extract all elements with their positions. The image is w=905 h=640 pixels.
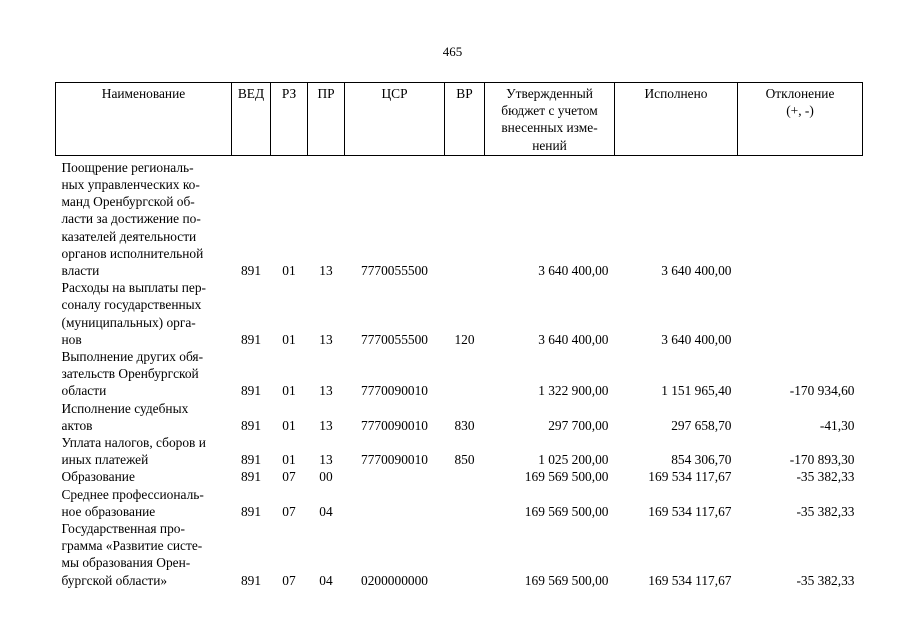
cell-executed: 169 534 117,67 [648, 503, 732, 519]
cell-csr [345, 486, 445, 520]
cell-name-line: власти [61, 263, 100, 279]
cell-name-line: Образование [61, 469, 135, 485]
cell-name-line: Государственная про- [61, 521, 185, 537]
cell-name-line: зательств Оренбургской [61, 366, 199, 382]
cell-name-line: бургской области» [61, 572, 168, 588]
table-row [56, 520, 863, 589]
cell-ved: 891 [240, 503, 262, 519]
cell-rz: 01 [282, 263, 296, 279]
cell-pr: 13 [319, 331, 333, 347]
cell-rz: 07 [282, 572, 296, 588]
cell-name-line: нов [61, 331, 82, 347]
cell-name-line: ласти за достижение по- [61, 211, 201, 227]
cell-name-line: области [61, 383, 107, 399]
header-rz: РЗ [271, 83, 308, 156]
cell-ved: 891 [240, 452, 262, 468]
cell-executed: 3 640 400,00 [661, 263, 732, 279]
cell-approved: 169 569 500,00 [524, 503, 609, 519]
cell-name [56, 400, 232, 434]
header-name: Наименование [56, 83, 232, 156]
cell-executed: 3 640 400,00 [661, 331, 732, 347]
cell-name [56, 348, 232, 400]
cell-vr [445, 155, 485, 279]
cell-pr: 13 [319, 417, 333, 433]
header-ved: ВЕД [232, 83, 271, 156]
cell-name-line: соналу государственных [61, 297, 202, 313]
header-deviation-line: (+, -) [786, 103, 814, 119]
cell-name [56, 434, 232, 468]
cell-csr: 7770055500 [361, 263, 428, 279]
cell-csr: 7770090010 [361, 417, 428, 433]
cell-rz: 07 [282, 503, 296, 519]
cell-deviation: -170 893,30 [789, 452, 855, 468]
cell-name [56, 155, 232, 279]
cell-name-line: ных управленческих ко- [61, 177, 200, 193]
cell-name-line: Исполнение судебных [61, 400, 189, 416]
cell-deviation [738, 279, 863, 348]
cell-ved: 891 [240, 469, 262, 485]
cell-pr: 00 [319, 469, 333, 485]
cell-rz: 01 [282, 331, 296, 347]
cell-approved: 3 640 400,00 [538, 263, 609, 279]
cell-executed: 297 658,70 [671, 417, 732, 433]
table-row [56, 348, 863, 400]
cell-deviation: -35 382,33 [796, 572, 855, 588]
cell-approved: 169 569 500,00 [524, 572, 609, 588]
cell-vr [445, 520, 485, 589]
cell-name-line: Выполнение других обя- [61, 349, 204, 365]
cell-approved: 169 569 500,00 [524, 469, 609, 485]
cell-rz: 01 [282, 383, 296, 399]
cell-csr [345, 468, 445, 485]
cell-deviation [738, 155, 863, 279]
cell-executed: 169 534 117,67 [648, 469, 732, 485]
cell-name [56, 468, 232, 485]
cell-rz: 01 [282, 417, 296, 433]
cell-pr: 04 [319, 572, 333, 588]
table-body [56, 155, 863, 589]
cell-deviation: -35 382,33 [796, 503, 855, 519]
table-header [56, 83, 863, 156]
header-executed: Исполнено [615, 83, 738, 156]
cell-pr: 04 [319, 503, 333, 519]
cell-name-line: казателей деятельности [61, 228, 197, 244]
cell-vr [445, 486, 485, 520]
cell-deviation: -35 382,33 [796, 469, 855, 485]
cell-name-line: Уплата налогов, сборов и [61, 435, 206, 451]
cell-name-line: ное образование [61, 503, 156, 519]
cell-name-line: Поощрение региональ- [61, 159, 194, 175]
cell-name [56, 486, 232, 520]
cell-name-line: мы образования Орен- [61, 555, 191, 571]
cell-pr: 13 [319, 452, 333, 468]
header-approved-line: нений [532, 137, 567, 153]
cell-approved: 3 640 400,00 [538, 331, 609, 347]
header-approved [485, 83, 615, 156]
cell-csr: 7770090010 [361, 452, 428, 468]
cell-ved: 891 [240, 572, 262, 588]
cell-rz: 07 [282, 469, 296, 485]
cell-vr: 120 [454, 331, 475, 347]
header-approved-line: бюджет с учетом [501, 103, 598, 119]
table-row [56, 279, 863, 348]
cell-deviation: -41,30 [819, 417, 855, 433]
header-deviation-line: Отклонение [765, 86, 835, 101]
table-row [56, 155, 863, 279]
page-number: 465 [442, 44, 463, 59]
cell-approved: 297 700,00 [548, 417, 609, 433]
cell-name-line: органов исполнительной [61, 245, 204, 261]
cell-name-line: иных платежей [61, 452, 149, 468]
header-approved-line: внесенных изме- [501, 120, 598, 136]
cell-ved: 891 [240, 331, 262, 347]
cell-pr: 13 [319, 383, 333, 399]
cell-name-line: актов [61, 417, 93, 433]
cell-deviation: -170 934,60 [789, 383, 855, 399]
cell-ved: 891 [240, 417, 262, 433]
cell-approved: 1 322 900,00 [538, 383, 609, 399]
cell-csr: 7770090010 [361, 383, 428, 399]
cell-name-line: Расходы на выплаты пер- [61, 280, 206, 296]
cell-pr: 13 [319, 263, 333, 279]
cell-name-line: грамма «Развитие систе- [61, 538, 203, 554]
cell-ved: 891 [240, 383, 262, 399]
table-row [56, 434, 863, 468]
cell-vr: 830 [454, 417, 475, 433]
cell-ved: 891 [240, 263, 262, 279]
cell-csr: 0200000000 [361, 572, 428, 588]
cell-approved: 1 025 200,00 [538, 452, 609, 468]
cell-executed: 169 534 117,67 [648, 572, 732, 588]
cell-name-line: манд Оренбургской об- [61, 194, 195, 210]
header-deviation [738, 83, 863, 156]
header-pr: ПР [308, 83, 345, 156]
table-row [56, 400, 863, 434]
cell-name-line: Среднее профессиональ- [61, 486, 204, 502]
header-csr: ЦСР [345, 83, 445, 156]
cell-vr: 850 [454, 452, 475, 468]
cell-vr [445, 348, 485, 400]
cell-name [56, 279, 232, 348]
cell-rz: 01 [282, 452, 296, 468]
cell-executed: 1 151 965,40 [661, 383, 732, 399]
table-row [56, 468, 863, 485]
table-row [56, 486, 863, 520]
cell-name [56, 520, 232, 589]
cell-vr [445, 468, 485, 485]
header-vr: ВР [445, 83, 485, 156]
cell-csr: 7770055500 [361, 331, 428, 347]
header-approved-line: Утвержденный [506, 86, 593, 101]
budget-execution-table [55, 82, 863, 589]
cell-name-line: (муниципальных) орга- [61, 314, 196, 330]
cell-executed: 854 306,70 [671, 452, 732, 468]
